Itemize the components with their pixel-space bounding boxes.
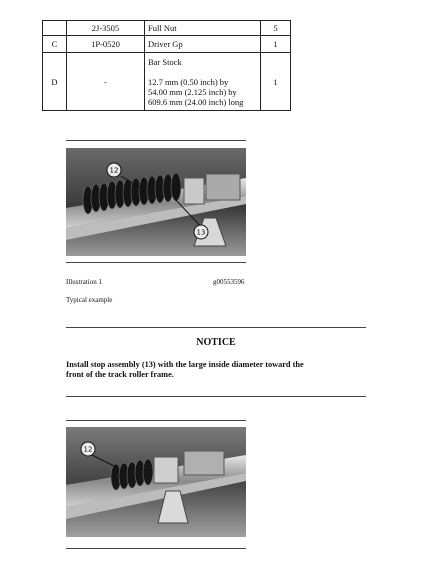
notice-bottom-rule [66,396,366,397]
row-letter: D [43,53,67,111]
desc-line: 54.00 mm (2.125 inch) by [148,86,237,97]
part-number: - [67,53,145,111]
figure-bottom-rule [66,548,246,549]
part-number: 1P-0520 [67,36,145,53]
quantity: 1 [261,36,291,53]
callout-12-label: 12 [83,445,93,454]
part-number: 2J-3505 [67,21,145,36]
part-description: Driver Gp [145,36,261,53]
row-letter: C [43,36,67,53]
part-description: Full Nut [145,21,261,36]
notice-line: Install stop assembly (13) with the large inside diameter toward the [66,360,304,369]
notice-text [66,360,366,380]
illustration-2-photo [66,427,246,537]
table-row [43,53,291,111]
table-row [43,21,291,36]
roller-spring-photo [66,148,246,256]
callout-12-label: 12 [109,166,119,175]
table-row [43,36,291,53]
figure-bottom-rule [66,262,246,263]
callout-13-label: 13 [196,228,206,237]
desc-line: 609.6 mm (24.00 inch) long [148,96,244,107]
parts-table [42,20,291,111]
figure-top-rule [66,140,246,141]
figure-note: Typical example [66,296,113,304]
notice-title: NOTICE [196,337,236,348]
quantity: 1 [261,53,291,111]
notice-line: front of the track roller frame. [66,370,174,379]
graphic-id: g00553596 [213,278,245,286]
illustration-caption: Illustration 1 [66,278,102,286]
notice-top-rule [66,327,366,328]
desc-line: Bar Stock [148,56,182,67]
figure-top-rule [66,420,246,421]
row-letter [43,21,67,36]
quantity: 5 [261,21,291,36]
illustration-1-photo [66,148,246,256]
part-description [145,53,261,111]
roller-spring-photo [66,427,246,537]
desc-line: 12.7 mm (0.50 inch) by [148,76,229,87]
